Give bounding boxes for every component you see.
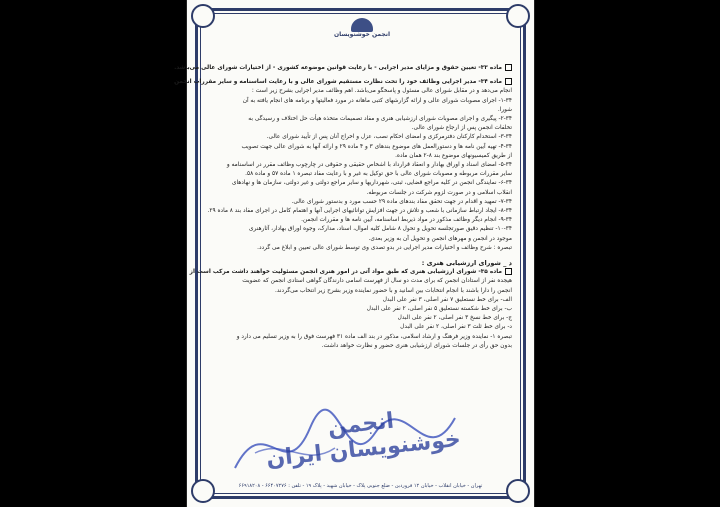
organization-stamp: انجمن خوشنویسان ایران: [265, 408, 462, 473]
letterhead-emblem-text: انجمن خوشنویسان: [333, 31, 391, 38]
document-line: [209, 189, 512, 198]
document-line: [209, 115, 512, 124]
document-line: [209, 124, 512, 133]
document-line-text: تخلفات انجمن پس از ارجاع شورای عالی.: [411, 125, 512, 132]
document-line-text: انجمن را دارا باشند با انجام انتخابات بین اسانید و با حضور نماینده وزیر بشرح زیر انتخاب می‌گردند.: [275, 287, 512, 294]
document-line: [189, 268, 512, 277]
document-line: [209, 314, 512, 323]
document-line: [209, 170, 512, 179]
document-line: [209, 244, 512, 253]
document-line-text: ۱-۳۴- اجرای مصوبات شورای عالی و ارائه گزارشهای کتبی ماهانه در مورد فعالیتها و برنامه های انجام یافته به آن: [242, 97, 512, 104]
document-line-text: تبصره ۱- نماینده وزیر فرهنگ و ارشاد اسلامی، مذکور در بند الف ماده ۳۱ فهرست فوق را به وزیر تسلیم می دارد و: [236, 333, 512, 340]
document-line: [209, 133, 512, 142]
document-line-text: ۷-۳۴- تمهید و اقدام در جهت تحقق مفاد بندهای ماده ۲۹ حسب مورد و بدستور شورای عالی.: [291, 198, 512, 205]
document-line: [209, 161, 512, 170]
document-line-text: ۱۰-۳۴- تنظیم دقیق صورتجلسه تحویل و تحول ۸ شامل کلیه اموال، اسناد، مدارک، وجوه اوراق بهادار، آثارهنری: [249, 226, 512, 233]
document-line-text: از طریق کمیسیونهای موضوع بند ۸-۲ همان ماده.: [395, 152, 512, 159]
document-line-text: ۲-۳۴- پیگیری و اجرای مصوبات شورای ارزشیابی هنری و مفاد تصمیمات متخذه هیأت حل اختلاف و رسیدگی به: [248, 116, 512, 123]
checkbox-square-icon: [505, 78, 512, 85]
document-line-text: ۸-۳۴- ایجاد ارتباط سازمانی با شعب و تلاش در جهت افزایش توانائیهای اجرایی آنها و اهتمام کامل در اجرای مفاد بند ۸ ماده ۲۹.: [207, 208, 512, 215]
document-line-text: ماده ۳۳- تعیین حقوق و مزایای مدیر اجرایی - با رعایت قوانین موضوعه کشوری - از اختیارات شورای عالی می‌باشد.: [174, 65, 502, 71]
document-line-text: ۴-۳۴- تهیه آیین نامه ها و دستورالعمل های موضوع بندهای ۳ و ۴ ماده ۲۹ و ارائه آنها به شورای عالی جهت تصویب: [241, 143, 512, 150]
document-line: [209, 342, 512, 351]
document-line-text: ۳-۳۴- استخدام کارکنان دفترمرکزی و امضای احکام نصب، عزل و اخراج آنان پس از تأیید شورای عالی.: [266, 134, 512, 141]
document-line-text: موجود در انجمن و مهرهای انجمن و تحویل آن به وزیر بعدی.: [368, 235, 512, 242]
document-line: [209, 87, 512, 96]
document-line-text: هیجده نفر از استادان انجمن که برای مدت دو سال از فهرست اسامی دارندگان گواهی استادی انجمن که عضویت: [242, 278, 512, 285]
section-heading: د _ شورای ارزشیابی هنری :: [421, 259, 512, 268]
document-line-text: ماده ۳۴- مدیر اجرایی وظائف خود را تحت نظارت مستقیم شورای عالی و با رعایت اساسنامه و سایر مقررات انجمن: [174, 79, 502, 86]
document-line: [174, 78, 512, 87]
document-page: [174, 0, 534, 507]
document-line-text: د- برای خط ثلث ۳ نفر اصلی، ۲ نفر علی البدل: [400, 324, 512, 331]
document-line-text: انقلاب اسلامی و در صورت لزوم شرکت در جلسات مربوطه.: [366, 189, 512, 196]
document-line: [209, 333, 512, 342]
document-line: [209, 143, 512, 152]
document-line: [209, 198, 512, 207]
document-line: [209, 225, 512, 234]
document-line: [209, 287, 512, 296]
checkbox-square-icon: [505, 268, 512, 275]
document-line: [209, 207, 512, 216]
document-line: [209, 216, 512, 225]
document-body: [174, 64, 512, 351]
document-line-text: ۶-۳۴- نمایندگی انجمن در کلیه مراجع قضایی، ثبتی، شهرداریها و سایر مراجع دولتی و غیر دولتی، سازمان ها و نهادهای: [231, 180, 512, 187]
document-line-text: ۵-۳۴- امضای اسناد و اوراق بهادار و انعقاد قرارداد با اشخاص حقیقی و حقوقی در چارچوب وظائف مقرر در اساسنامه و: [226, 162, 512, 169]
document-line: [209, 323, 512, 332]
document-line-text: بدون حق رأی در جلسات شورای ارزشیابی هنری حضور و نظارت خواهد داشت.: [321, 342, 512, 349]
document-line-text: ۹-۳۴- انجام دیگر وظائف مذکور در مواد ذیربط اساسنامه، آیین نامه ها و مقررات انجمن.: [301, 217, 512, 224]
document-line-text: ب- برای خط شکسته نستعلیق ۵ نفر اصلی، ۲ نفر علی البدل: [366, 306, 512, 313]
document-line-text: ج- برای خط نسخ ۳ نفر اصلی، ۲ نفر علی البدل: [397, 315, 512, 322]
corner-ornament: [506, 4, 530, 28]
document-line: [209, 305, 512, 314]
checkbox-square-icon: [505, 64, 512, 71]
document-line: [209, 97, 512, 106]
document-line: [209, 179, 512, 188]
document-line-text: شورا.: [497, 106, 512, 113]
document-line: [209, 277, 512, 286]
document-line: [209, 152, 512, 161]
document-line-text: سایر مقررات مربوطه و مصوبات شورای عالی با حق توکیل به غیر و با رعایت مفاد تبصره ۱ ماده ۵۷ و ماده ۵۸.: [245, 171, 512, 178]
letterhead-footer-address: تهران - خیابان انقلاب - خیابان ۱۲ فروردین - ضلع جنوبی پلاک - خیابان شهید - پلاک ۱۹ - تلفن : ۶۶۴۰۷۲۷۶ - ۶۶۹۱۸۲۰۸: [238, 483, 483, 489]
document-line-text: تبصره : شرح وظائف و اختیارات مدیر اجرایی در بدو تصدی وی توسط شورای عالی تعیین و ابلاغ می گردد.: [257, 244, 512, 251]
corner-ornament: [191, 4, 215, 28]
document-line: [209, 235, 512, 244]
document-line-text: ماده ۳۵- شورای ارزشیابی هنری که طبق مواد آتی در امور هنری انجمن مسئولیت خواهند داشت مرکب است از: [189, 269, 502, 276]
document-line: [209, 106, 512, 115]
document-line-text: انجام می‌دهد و در مقابل شورای عالی مسئول و پاسخگو می‌باشد. اهم وظائف مدیر اجرایی بشرح زیر است :: [251, 88, 512, 95]
document-line: [174, 64, 512, 73]
document-line: [209, 296, 512, 305]
document-line-text: الف- برای خط نستعلیق ۷ نفر اصلی، ۳ نفر علی البدل: [382, 296, 512, 303]
